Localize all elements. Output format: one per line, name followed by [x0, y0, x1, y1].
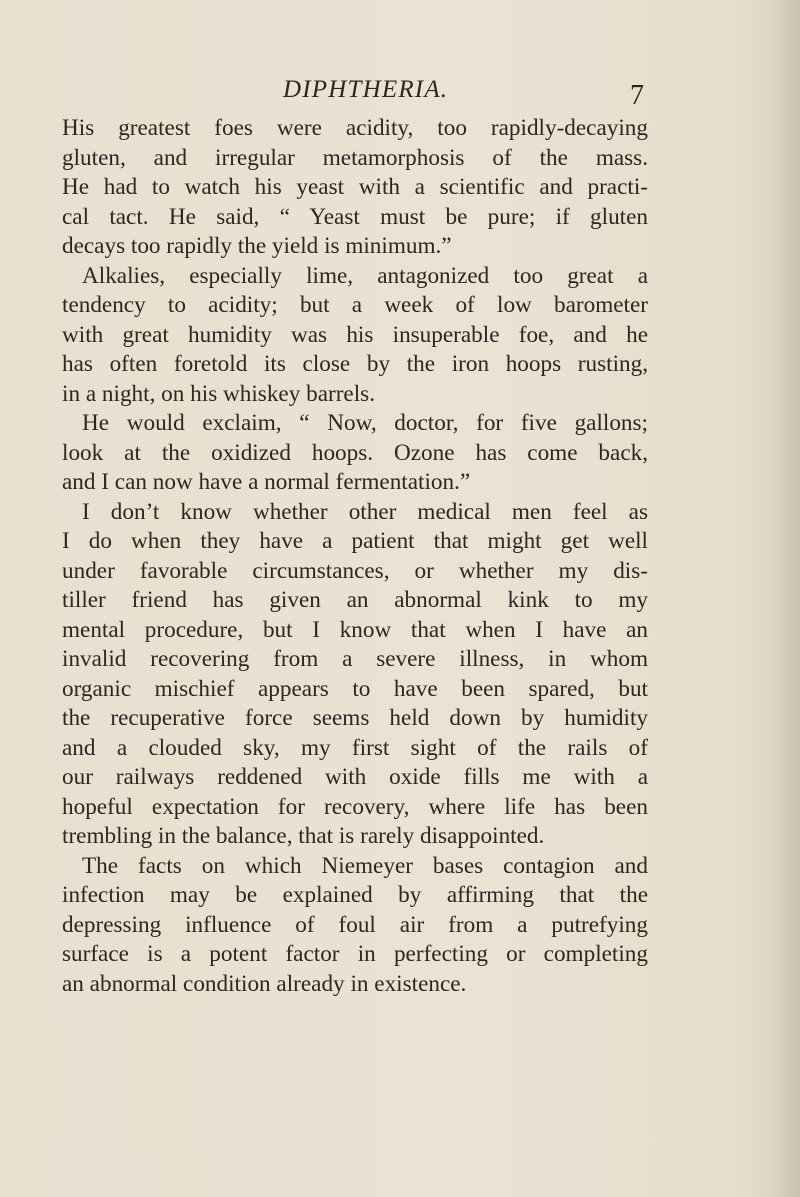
text-line: under favorable circumstances, or whether my dis- [62, 557, 648, 584]
text-line: I do when they have a patient that might get well [62, 528, 648, 554]
text-line: with great humidity was his insuperable foe, and he [62, 321, 648, 348]
text-line: depressing influence of foul air from a putrefying [62, 911, 648, 938]
text-line: infection may be explained by affirming that the [62, 882, 648, 908]
paragraph [62, 498, 648, 852]
text-line: and a clouded sky, my first sight of the rails of [62, 734, 648, 761]
text-line: He would exclaim, “ Now, doctor, for five gallons; [82, 410, 648, 436]
text-line: I don’t know whether other medical men feel as [82, 498, 648, 525]
text-line: His greatest foes were acidity, too rapidly-decaying [62, 115, 648, 141]
text-line: tiller friend has given an abnormal kink to my [62, 587, 648, 613]
text-line: in a night, on his whiskey barrels. [62, 380, 375, 407]
paragraph [62, 852, 648, 1000]
paragraph [62, 114, 648, 262]
text-line: surface is a potent factor in perfecting or completing [62, 941, 648, 967]
text-line: The facts on which Niemeyer bases contagion and [82, 852, 648, 879]
text-line: look at the oxidized hoops. Ozone has come back, [62, 439, 648, 466]
paragraph [62, 409, 648, 498]
text-line: mental procedure, but I know that when I have an [62, 616, 648, 643]
paragraph [62, 262, 648, 410]
body-text [62, 114, 648, 999]
text-line: organic mischief appears to have been spared, but [62, 675, 648, 702]
text-line: He had to watch his yeast with a scientific and practi- [62, 174, 648, 200]
text-line: and I can now have a normal fermentation.” [62, 469, 471, 495]
text-line: has often foretold its close by the iron hoops rusting, [62, 351, 648, 377]
text-line: decays too rapidly the yield is minimum.” [62, 233, 452, 259]
text-line: hopeful expectation for recovery, where life has been [62, 793, 648, 820]
page-number: 7 [630, 80, 644, 111]
text-line: tendency to acidity; but a week of low barometer [62, 292, 648, 318]
text-line: an abnormal condition already in existence. [62, 970, 467, 997]
text-line: our railways reddened with oxide fills me with a [62, 764, 648, 790]
running-head: DIPHTHERIA. [283, 76, 449, 103]
text-line: cal tact. He said, “ Yeast must be pure; if gluten [62, 203, 648, 230]
text-line: invalid recovering from a severe illness, in whom [62, 646, 648, 672]
text-line: the recuperative force seems held down by humidity [62, 705, 648, 731]
text-line: Alkalies, especially lime, antagonized too great a [82, 262, 648, 289]
page-edge-shadow [772, 0, 800, 1197]
text-line: trembling in the balance, that is rarely disappointed. [62, 823, 545, 849]
text-line: gluten, and irregular metamorphosis of the mass. [62, 144, 648, 171]
